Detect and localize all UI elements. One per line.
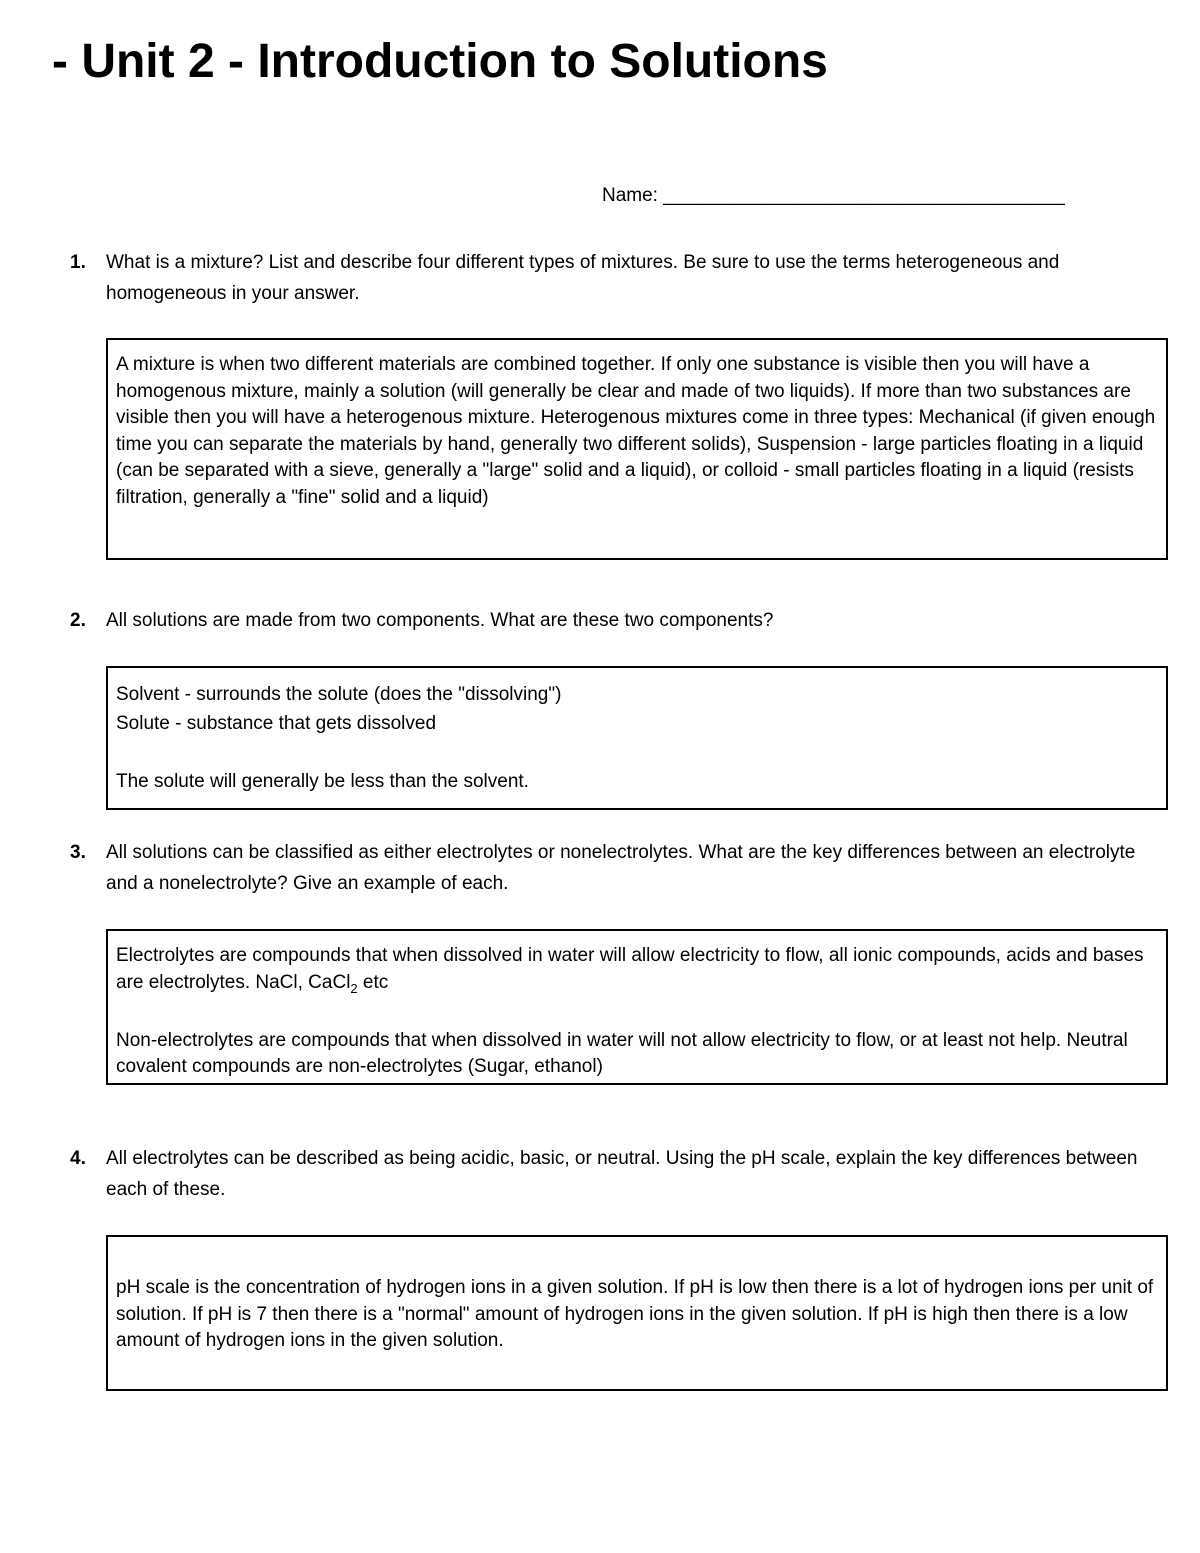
answer-3-electrolytes-main: Electrolytes are compounds that when dissolved in water will allow electricity to flow, all ionic compounds, acids and bases are electrolytes. NaCl, CaCl <box>116 945 1144 993</box>
answer-box-1[interactable] <box>106 338 1168 560</box>
answer-box-3[interactable] <box>106 929 1168 1085</box>
question-4-number: 4. <box>70 1148 86 1169</box>
question-4-text: All electrolytes can be described as being acidic, basic, or neutral. Using the pH scale, explain the key differences between each of these. <box>106 1148 1138 1200</box>
question-1-number: 1. <box>70 252 86 273</box>
question-3-text: All solutions can be classified as either electrolytes or nonelectrolytes. What are the key differences between an electrolyte and a nonelectrolyte? Give an example of each. <box>106 842 1136 894</box>
answer-1-text: A mixture is when two different materials are combined together. If only one substance is visible then you will have a homogenous mixture, mainly a solution (will generally be clear and made of two liquids). If more than two substances are visible then you will have a heterogenous mixture. Heterogenous mixtures come in three types: Mechanical (if given enough time you can separate the materials by hand, generally two different solids), Suspension - large particles floating in a liquid (can be separated with a sieve, generally a "large" solid and a liquid), or colloid - small particles floating in a liquid (resists filtration, generally a "fine" solid and a liquid) <box>116 354 1156 508</box>
page-title: - Unit 2 - Introduction to Solutions <box>52 35 828 88</box>
answer-box-2[interactable] <box>106 666 1168 810</box>
question-1-text: What is a mixture? List and describe four different types of mixtures. Be sure to use the terms heterogeneous and homogeneous in your answer. <box>106 252 1060 304</box>
answer-box-4[interactable] <box>106 1235 1168 1391</box>
question-3-number: 3. <box>70 842 86 863</box>
name-field[interactable]: Name: ______________________________________ <box>602 185 1065 206</box>
answer-3-electrolytes <box>116 943 1158 1002</box>
question-2-number: 2. <box>70 610 86 631</box>
answer-2-solvent: Solvent - surrounds the solute (does the "dissolving") <box>116 684 562 705</box>
answer-2-solute: Solute - substance that gets dissolved <box>116 713 437 734</box>
answer-2-note: The solute will generally be less than the solvent. <box>116 771 529 792</box>
answer-3-nonelectrolytes: Non-electrolytes are compounds that when dissolved in water will not allow electricity to flow, or at least not help. Neutral covalent compounds are non-electrolytes (Sugar, ethanol) <box>116 1029 1128 1078</box>
answer-4-text: pH scale is the concentration of hydrogen ions in a given solution. If pH is low then there is a lot of hydrogen ions per unit of solution. If pH is 7 then there is a "normal" amount of hydrogen ions in the given solution. If pH is high then there is a low amount of hydrogen ions in the given solution. <box>116 1277 1154 1351</box>
answer-3-electrolytes-tail: etc <box>357 971 389 993</box>
question-2-text: All solutions are made from two components. What are these two components? <box>106 610 774 631</box>
answer-3-subscript: 2 <box>350 980 358 996</box>
